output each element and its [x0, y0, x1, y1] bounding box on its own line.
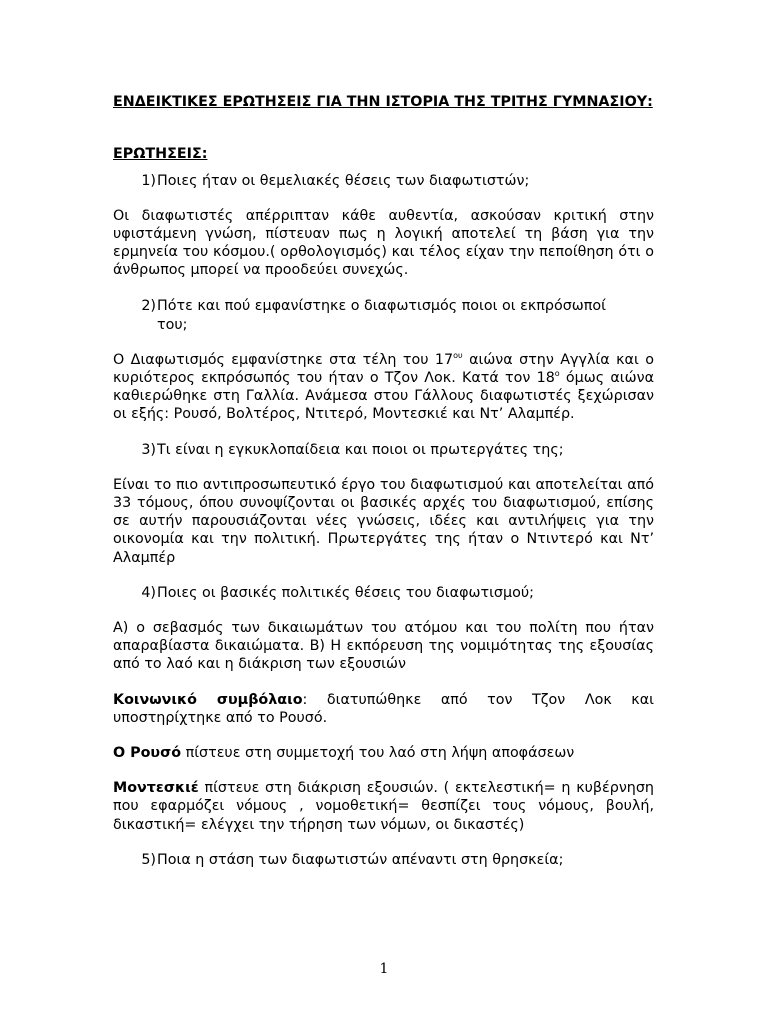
rousseau-term: Ο Ρουσό — [113, 745, 182, 762]
document-title: ΕΝΔΕΙΚΤΙΚΕΣ ΕΡΩΤΗΣΕΙΣ ΓΙΑ ΤΗΝ ΙΣΤΟΡΙΑ ΤΗΣ ΤΡΙΤΗΣ ΓΥΜΝΑΣΙΟΥ: — [113, 94, 653, 110]
question-2 — [113, 297, 654, 333]
answer-3: Είναι το πιο αντιπροσωπευτικό έργο του διαφωτισμού και αποτελείται από 33 τόμους, όπου συνοψίζονται οι βασικές αρχές του διαφωτισμού, επίσης σε αυτήν παρουσιάζονται νέες γνώσεις, ιδέες και αντιλήψεις για την οικονομία και την πολιτική. Πρωτεργάτες της ήταν ο Ντιντερό και Ντ’ Αλαμπέρ — [113, 476, 654, 566]
question-number: 3) — [141, 441, 156, 458]
montesquieu-term: Μοντεσκιέ — [113, 780, 199, 797]
rousseau-paragraph: Ο Ρουσό πίστευε στη συμμετοχή του λαό στη λήψη αποφάσεων — [113, 745, 575, 762]
question-3 — [113, 441, 654, 459]
answer-1: Οι διαφωτιστές απέρριπταν κάθε αυθεντία, ασκούσαν κριτική στην υφιστάμενη γνώση, πίστευαν πως η λογική αποτελεί τη βάση για την ερμηνεία του κόσμου.( ορθολογισμός) και τέλος είχαν την πεποίθηση ότι ο άνθρωπος μπορεί να προοδεύει συνεχώς. — [113, 207, 654, 279]
question-number: 4) — [141, 584, 156, 601]
answer-2: Ο Διαφωτισμός εμφανίστηκε στα τέλη του $17^{o\upsilon}$ αιώνα στην Αγγλία και ο κυριότερος εκπρόσωπός του ήταν ο Τζον Λοκ. Κατά τον $18^o$ όμως αιώνα καθιερώθηκε στη Γαλλία. Ανάμεσα στου Γάλλους διαφωτιστές ξεχώρισαν οι εξής: Ρουσό, Βολτέρος, Ντιτερό, Μοντεσκιέ και Ντ’ Αλαμπέρ. — [113, 350, 654, 423]
montesquieu-paragraph: Μοντεσκιέ πίστευε στη διάκριση εξουσιών. ( εκτελεστική= η κυβέρνηση που εφαρμόζει νόμους , νομοθετική= θεσπίζει τους νόμους, βουλή, δικαστική= ελέγχει την τήρηση των νόμων, οι δικαστές) — [113, 780, 654, 833]
question-number: 5) — [141, 851, 156, 868]
page-number: 1 — [379, 961, 389, 977]
question-text: Πότε και πού εμφανίστηκε ο διαφωτισμός ποιοι οι εκπρόσωποί του; — [157, 298, 606, 333]
social-contract-term: Κοινωνικό συμβόλαιο — [113, 691, 303, 708]
question-number: 2) — [141, 298, 156, 315]
question-text: Τι είναι η εγκυκλοπαίδεια και ποιοι οι πρωτεργάτες της; — [157, 441, 564, 458]
answer-4: Α) ο σεβασμός των δικαιωμάτων του ατόμου και του πολίτη που ήταν απαραβίαστα δικαιώματα. Β) Η εκπόρευση της νομιμότητας της εξουσίας από το λαό και η διάκριση των εξουσιών — [113, 620, 654, 673]
question-5 — [113, 851, 654, 869]
section-heading: ΕΡΩΤΗΣΕΙΣ: — [113, 146, 208, 163]
social-contract-paragraph: Κοινωνικό συμβόλαιο: διατυπώθηκε από τον Τζον Λοκ και υποστηρίχτηκε από το Ρουσό. — [113, 691, 654, 726]
question-1 — [113, 172, 654, 190]
document-body — [113, 93, 654, 869]
question-4 — [113, 584, 654, 602]
question-number: 1) — [141, 173, 156, 190]
question-text: Ποιες οι βασικές πολιτικές θέσεις του διαφωτισμού; — [157, 584, 534, 601]
question-text: Ποιες ήταν οι θεμελιακές θέσεις των διαφωτιστών; — [157, 173, 530, 190]
question-text: Ποια η στάση των διαφωτιστών απέναντι στη θρησκεία; — [157, 851, 564, 868]
